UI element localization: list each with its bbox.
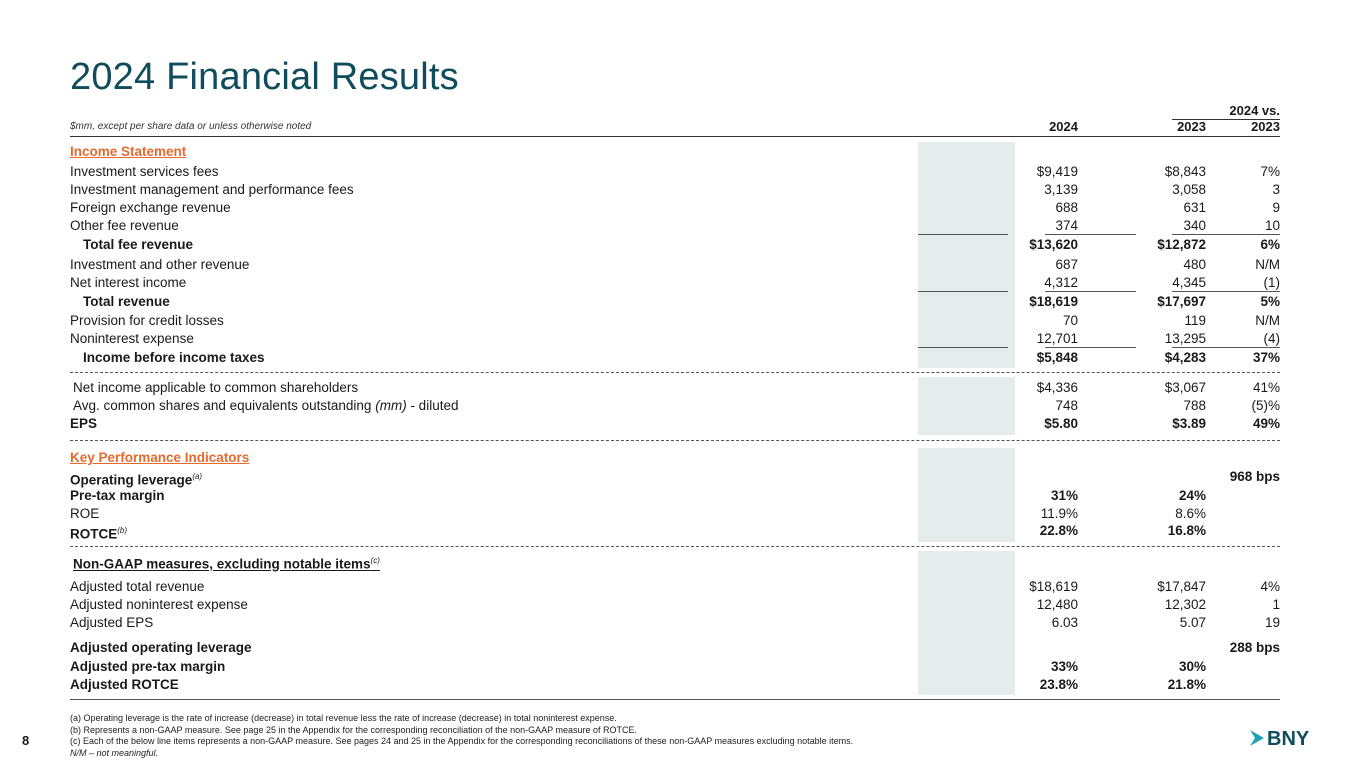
- value-vs: 7%: [1260, 164, 1280, 179]
- table-row: [70, 163, 1280, 181]
- row-label: Total revenue: [83, 294, 170, 309]
- row-label: Income before income taxes: [83, 350, 265, 365]
- value-2024: 12,480: [1036, 597, 1078, 612]
- value-vs: (5)%: [1251, 398, 1280, 413]
- section-divider: [70, 546, 1280, 547]
- value-2024: 374: [1055, 218, 1078, 233]
- value-2023: 480: [1183, 257, 1206, 272]
- value-2024: 22.8%: [1039, 523, 1078, 538]
- value-2023: $8,843: [1164, 164, 1206, 179]
- value-vs: 41%: [1252, 380, 1280, 395]
- row-label: Adjusted noninterest expense: [70, 597, 248, 612]
- value-2024: 33%: [1050, 659, 1078, 674]
- subtotal-underline: [1045, 347, 1136, 348]
- value-vs: 3: [1272, 182, 1280, 197]
- value-2024: 3,139: [1044, 182, 1078, 197]
- row-label-text: Operating leverage: [70, 472, 193, 488]
- table-bottom-rule: [70, 699, 1280, 700]
- value-2024: 12,701: [1036, 331, 1078, 346]
- value-2024: 11.9%: [1040, 506, 1078, 521]
- footnote-a: (a) Operating leverage is the rate of increase (decrease) in total revenue less the rate of increase (decrease) in total noninterest expense.: [70, 713, 617, 723]
- section-non-gaap: [70, 552, 1280, 570]
- logo-arrow-icon: [1250, 730, 1264, 746]
- row-label: Net interest income: [70, 275, 187, 290]
- header-col-vs: 2023: [1251, 119, 1280, 134]
- row-label-text: ROTCE: [70, 526, 118, 542]
- value-2024: $13,620: [1029, 237, 1078, 252]
- row-label: Adjusted EPS: [70, 615, 154, 630]
- value-2024: 748: [1055, 398, 1078, 413]
- value-2024: $4,336: [1036, 380, 1078, 395]
- value-vs: (4): [1263, 331, 1280, 346]
- value-2023: 119: [1184, 313, 1206, 328]
- table-row: [70, 181, 1280, 199]
- subtotal-underline: [1045, 291, 1136, 292]
- subtotal-underline: [1172, 347, 1280, 348]
- subtotal-underline: [918, 291, 1008, 292]
- value-2024: 31%: [1050, 488, 1078, 503]
- header-vs-top: 2024 vs.: [1172, 103, 1280, 120]
- value-2023: 340: [1183, 218, 1206, 233]
- value-2024: $18,619: [1029, 294, 1078, 309]
- value-vs: (1): [1263, 275, 1280, 290]
- value-2024: 23.8%: [1039, 677, 1078, 692]
- value-2024: 4,312: [1044, 275, 1078, 290]
- page-title: 2024 Financial Results: [70, 56, 459, 98]
- value-2024: $5.80: [1044, 416, 1078, 431]
- value-2023: $3.89: [1172, 416, 1206, 431]
- footnote-ref: (a): [192, 472, 203, 481]
- value-vs: 4%: [1260, 579, 1280, 594]
- value-2023: 12,302: [1164, 597, 1206, 612]
- footnote-nm: N/M – not meaningful.: [70, 747, 159, 758]
- value-vs: 288 bps: [1229, 640, 1280, 655]
- table-row: [70, 578, 1280, 596]
- header-col-2024: 2024: [1049, 119, 1078, 134]
- table-row: [70, 379, 1280, 397]
- value-2023: $4,283: [1164, 350, 1206, 365]
- section-label: [73, 552, 380, 574]
- row-label: Adjusted total revenue: [70, 579, 205, 594]
- value-vs: 1: [1272, 597, 1280, 612]
- row-label: EPS: [70, 416, 98, 431]
- section-divider: [70, 372, 1280, 373]
- table-row: [70, 397, 1280, 415]
- table-row-eps: [70, 415, 1280, 433]
- value-2023: 4,345: [1172, 275, 1206, 290]
- value-2023: 24%: [1178, 488, 1206, 503]
- table-row: [70, 505, 1280, 523]
- footnote-c: (c) Each of the below line items represents a non-GAAP measure. See pages 24 and 25 in the Appendix for the corresponding reconciliations of these non-GAAP measures excluding notable items.: [70, 736, 854, 746]
- subtotal-underline: [918, 347, 1008, 348]
- row-label: Net income applicable to common shareholders: [73, 380, 359, 395]
- table-row: [70, 676, 1280, 694]
- table-row: [70, 596, 1280, 614]
- footnote-b: (b) Represents a non-GAAP measure. See page 25 in the Appendix for the corresponding reconciliation of the non-GAAP measure of ROTCE.: [70, 724, 637, 735]
- row-label: Foreign exchange revenue: [70, 200, 231, 215]
- subtotal-underline: [1172, 291, 1280, 292]
- row-label: Other fee revenue: [70, 218, 179, 233]
- row-label: Adjusted operating leverage: [70, 640, 252, 655]
- value-2024: 70: [1062, 313, 1078, 328]
- table-row: [70, 522, 1280, 540]
- value-vs: 968 bps: [1229, 469, 1280, 484]
- subtotal-underline: [918, 234, 1008, 235]
- value-2024: 688: [1055, 200, 1078, 215]
- subtotal-underline: [1045, 234, 1136, 235]
- value-2023: $17,847: [1157, 579, 1206, 594]
- value-2024: 6.03: [1051, 615, 1078, 630]
- value-2024: $9,419: [1036, 164, 1078, 179]
- section-label: Key Performance Indicators: [70, 450, 250, 465]
- row-label: Noninterest expense: [70, 331, 194, 346]
- section-divider: [70, 440, 1280, 441]
- value-vs: 10: [1264, 218, 1280, 233]
- bny-logo: [1250, 728, 1334, 748]
- row-label: Total fee revenue: [83, 237, 194, 252]
- row-label: ROE: [70, 506, 100, 521]
- value-2023: 631: [1183, 200, 1206, 215]
- value-vs: N/M: [1255, 313, 1280, 328]
- row-label: Investment management and performance fees: [70, 182, 354, 197]
- value-2023: $17,697: [1157, 294, 1206, 309]
- table-row-total: [70, 349, 1280, 367]
- page-number: 8: [22, 733, 30, 748]
- footnote-ref: (b): [117, 526, 128, 535]
- section-label-text: Non-GAAP measures, excluding notable items: [73, 556, 371, 572]
- table-row: [70, 614, 1280, 632]
- row-label: Investment services fees: [70, 164, 219, 179]
- row-label: [73, 397, 458, 415]
- row-label: Adjusted ROTCE: [70, 677, 179, 692]
- value-vs: 5%: [1260, 294, 1280, 309]
- logo-text: BNY: [1267, 728, 1310, 748]
- table-row: [70, 312, 1280, 330]
- table-header: [70, 119, 1280, 137]
- value-vs: 9: [1272, 200, 1280, 215]
- value-vs: 49%: [1252, 416, 1280, 431]
- value-2023: 3,058: [1172, 182, 1206, 197]
- row-label: Provision for credit losses: [70, 313, 224, 328]
- table-row: [70, 487, 1280, 505]
- table-row: [70, 217, 1280, 235]
- row-label-text: Avg. common shares and equivalents outstanding: [73, 398, 376, 413]
- value-vs: N/M: [1255, 257, 1280, 272]
- value-2023: 16.8%: [1167, 523, 1206, 538]
- table-row: [70, 639, 1280, 657]
- table-row: [70, 330, 1280, 348]
- row-label: [70, 522, 127, 544]
- footnotes: [70, 713, 853, 759]
- section-income-statement: [70, 143, 1280, 161]
- row-label-unit: (mm): [375, 398, 407, 413]
- table-row: [70, 658, 1280, 676]
- value-2023: $3,067: [1164, 380, 1206, 395]
- value-2023: $12,872: [1157, 237, 1206, 252]
- row-label: Investment and other revenue: [70, 257, 250, 272]
- row-label: Adjusted pre-tax margin: [70, 659, 226, 674]
- footnote-ref: (c): [370, 556, 380, 565]
- value-vs: 6%: [1260, 237, 1280, 252]
- table-row: [70, 274, 1280, 292]
- header-col-2023: 2023: [1177, 119, 1206, 134]
- value-vs: 37%: [1252, 350, 1280, 365]
- subtotal-underline: [1172, 234, 1280, 235]
- table-row-total: [70, 293, 1280, 311]
- header-note: $mm, except per share data or unless otherwise noted: [70, 121, 312, 132]
- value-2024: 687: [1055, 257, 1078, 272]
- value-2024: $18,619: [1029, 579, 1078, 594]
- table-row-total: [70, 236, 1280, 254]
- table-row: [70, 468, 1280, 486]
- table-row: [70, 199, 1280, 217]
- row-label-text: - diluted: [406, 398, 459, 413]
- value-2023: 13,295: [1164, 331, 1206, 346]
- value-2024: $5,848: [1036, 350, 1078, 365]
- section-kpi: [70, 449, 1280, 467]
- section-label: Income Statement: [70, 144, 187, 159]
- value-vs: 19: [1264, 615, 1280, 630]
- row-label: Pre-tax margin: [70, 488, 165, 503]
- value-2023: 30%: [1178, 659, 1206, 674]
- value-2023: 21.8%: [1167, 677, 1206, 692]
- value-2023: 8.6%: [1175, 506, 1206, 521]
- value-2023: 788: [1183, 398, 1206, 413]
- value-2023: 5.07: [1179, 615, 1206, 630]
- table-row: [70, 256, 1280, 274]
